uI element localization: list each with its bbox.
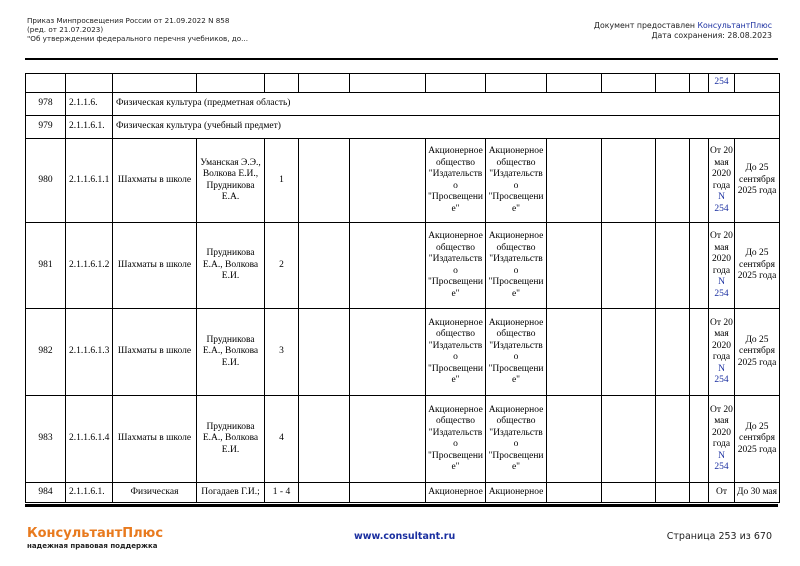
valid-until: До 25 сентября 2025 года <box>735 396 780 483</box>
order-date <box>709 396 735 483</box>
save-date: Дата сохранения: 28.08.2023 <box>651 31 772 40</box>
section-row <box>26 93 780 116</box>
table-row <box>26 396 780 483</box>
row-code: 2.1.1.6.1. <box>66 116 113 139</box>
row-number: 981 <box>26 223 66 309</box>
publisher: Акционерное общество "Издательство "Просвещение" <box>426 309 486 396</box>
publisher: Акционерное <box>426 483 486 503</box>
publisher-copyright: Акционерное общество "Издательство "Просвещение" <box>486 309 547 396</box>
footer-tagline: надежная правовая поддержка <box>27 542 158 550</box>
row-code: 2.1.1.6.1.2 <box>66 223 113 309</box>
row-code: 2.1.1.6.1.3 <box>66 309 113 396</box>
valid-until: До 25 сентября 2025 года <box>735 309 780 396</box>
textbook-name: Шахматы в школе <box>113 223 197 309</box>
order-date <box>709 223 735 309</box>
order-date-text: От 20 мая 2020 года <box>710 317 733 362</box>
table-row <box>26 223 780 309</box>
order-date-text: От 20 мая 2020 года <box>710 146 733 191</box>
table-row <box>26 139 780 223</box>
publisher-copyright: Акционерное <box>486 483 547 503</box>
row-code: 2.1.1.6.1. <box>66 483 113 503</box>
textbook-name: Шахматы в школе <box>113 396 197 483</box>
header-divider <box>25 58 778 60</box>
authors: Уманская Э.Э., Волкова Е.И., Прудникова Е.А. <box>197 139 265 223</box>
row-number: 984 <box>26 483 66 503</box>
publisher-copyright: Акционерное общество "Издательство "Просвещение" <box>486 396 547 483</box>
order-link[interactable]: 254 <box>709 74 735 93</box>
order-date-text: От 20 мая 2020 года <box>710 404 733 449</box>
document-provider <box>594 21 772 41</box>
header-line: "Об утверждении федерального перечня учебников, до... <box>27 34 248 43</box>
row-code: 2.1.1.6.1.1 <box>66 139 113 223</box>
order-link[interactable]: N 254 <box>714 277 729 299</box>
row-number: 979 <box>26 116 66 139</box>
footer-logo: КонсультантПлюс <box>27 526 164 541</box>
textbook-table <box>25 73 780 503</box>
valid-until: До 25 сентября 2025 года <box>735 139 780 223</box>
section-row <box>26 116 780 139</box>
table-row <box>26 309 780 396</box>
order-date <box>709 139 735 223</box>
website-link[interactable]: www.consultant.ru <box>354 531 456 542</box>
row-code: 2.1.1.6.1.4 <box>66 396 113 483</box>
publisher: Акционерное общество "Издательство "Просвещение" <box>426 396 486 483</box>
publisher-copyright: Акционерное общество "Издательство "Просвещение" <box>486 223 547 309</box>
publisher-copyright: Акционерное общество "Издательство "Просвещение" <box>486 139 547 223</box>
provided-label: Документ предоставлен <box>593 21 698 30</box>
row-number: 982 <box>26 309 66 396</box>
order-link[interactable]: N 254 <box>714 192 729 214</box>
row-number: 978 <box>26 93 66 116</box>
textbook-name: Шахматы в школе <box>113 309 197 396</box>
row-number: 980 <box>26 139 66 223</box>
section-title: Физическая культура (учебный предмет) <box>113 116 780 139</box>
textbook-name: Физическая <box>113 483 197 503</box>
order-link[interactable]: N 254 <box>714 363 729 385</box>
authors: Погадаев Г.И.; <box>197 483 265 503</box>
order-date: От <box>709 483 735 503</box>
footer-divider <box>25 504 778 507</box>
publisher: Акционерное общество "Издательство "Просвещение" <box>426 139 486 223</box>
row-code: 2.1.1.6. <box>66 93 113 116</box>
authors: Прудникова Е.А., Волкова Е.И. <box>197 223 265 309</box>
valid-until: До 30 мая <box>735 483 780 503</box>
provider-link[interactable]: КонсультантПлюс <box>697 21 772 30</box>
grade: 4 <box>265 396 299 483</box>
document-header-title <box>27 16 248 43</box>
authors: Прудникова Е.А., Волкова Е.И. <box>197 396 265 483</box>
page-number: Страница 253 из 670 <box>666 531 772 542</box>
order-date-text: От 20 мая 2020 года <box>710 231 733 276</box>
valid-until: До 25 сентября 2025 года <box>735 223 780 309</box>
publisher: Акционерное общество "Издательство "Просвещение" <box>426 223 486 309</box>
order-link[interactable]: N 254 <box>714 450 729 472</box>
header-line: Приказ Минпросвещения России от 21.09.2022 N 858 <box>27 16 230 25</box>
header-line: (ред. от 21.07.2023) <box>27 25 104 34</box>
order-date <box>709 309 735 396</box>
grade: 3 <box>265 309 299 396</box>
textbook-name: Шахматы в школе <box>113 139 197 223</box>
authors: Прудникова Е.А., Волкова Е.И. <box>197 309 265 396</box>
table-row <box>26 483 780 503</box>
grade: 1 - 4 <box>265 483 299 503</box>
section-title: Физическая культура (предметная область) <box>113 93 780 116</box>
row-number: 983 <box>26 396 66 483</box>
table-row <box>26 74 780 93</box>
grade: 1 <box>265 139 299 223</box>
grade: 2 <box>265 223 299 309</box>
